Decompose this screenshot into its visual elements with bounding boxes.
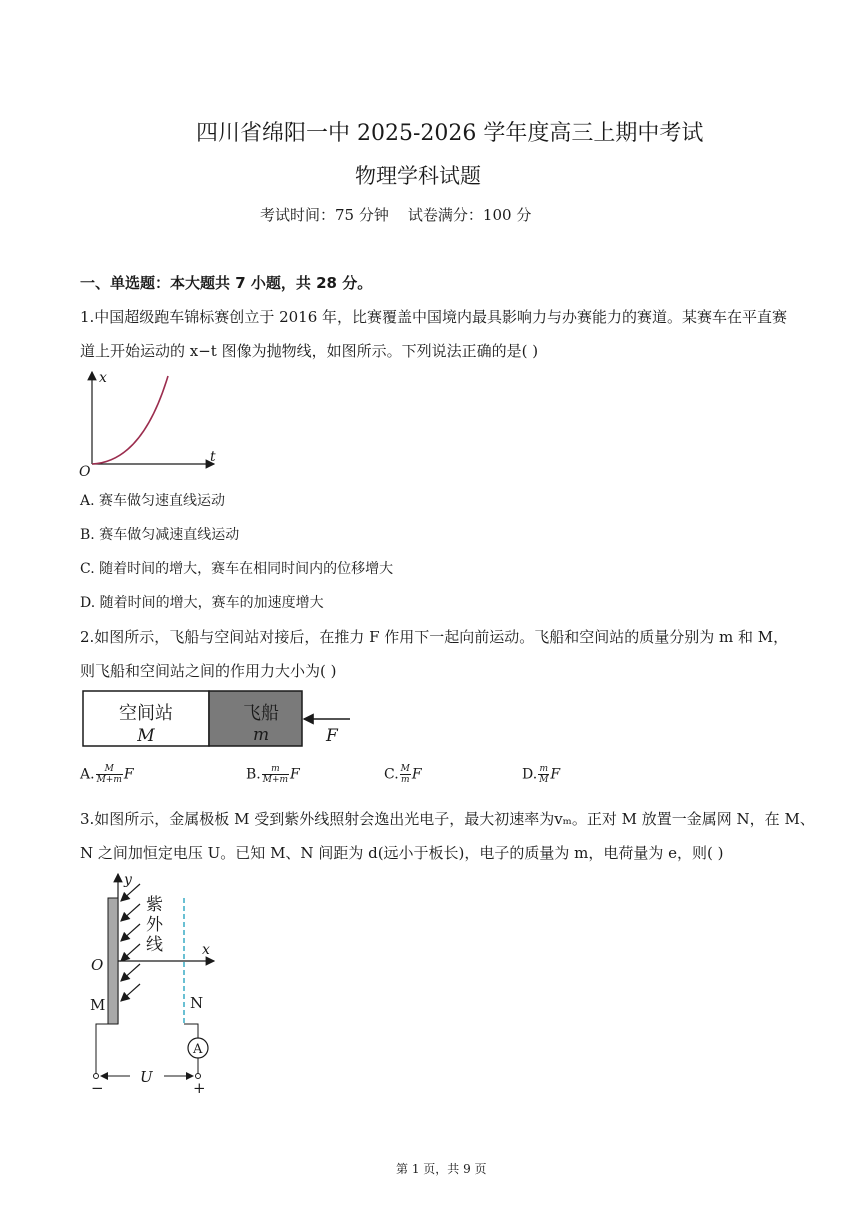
q1-text-line2: 道上开始运动的 x−t 图像为抛物线，如图所示。下列说法正确的是( ) [80, 342, 539, 360]
q3-uv-arrows [121, 884, 140, 1001]
q3-ammeter-label: A [193, 1042, 203, 1057]
q2-ship-label: 飞船 [243, 703, 279, 724]
q3-x-label: x [202, 942, 210, 958]
exam-title: 四川省绵阳一中 2025-2026 学年度高三上期中考试 [196, 121, 704, 146]
q2-docking-diagram [80, 688, 360, 752]
q2-station-label: 空间站 [119, 703, 173, 724]
q2-station-mass: M [137, 726, 155, 746]
q3-minus-sign: − [91, 1079, 104, 1096]
page-footer: 第 1 页，共 9 页 [396, 1162, 487, 1176]
q3-voltage-label: U [140, 1068, 153, 1086]
q3-terminal-right [196, 1074, 201, 1079]
q2-option-b[interactable]: B. $\frac{m}{M+m}$ F [246, 764, 300, 785]
q1-option-d[interactable]: D. 随着时间的增大，赛车的加速度增大 [80, 595, 324, 611]
q2-force-label: F [326, 726, 338, 746]
q3-text-line2: N 之间加恒定电压 U。已知 M、N 间距为 d(远小于板长)，电子的质量为 m，电荷量为 e，则( ) [80, 844, 724, 862]
q3-uv-char-3: 线 [146, 935, 163, 955]
section-heading: 一、单选题：本大题共 7 小题，共 28 分。 [80, 274, 373, 292]
q3-wire-left [96, 1024, 113, 1074]
q3-mesh-n-label: N [190, 994, 204, 1012]
q3-photoelectric-diagram [78, 868, 238, 1096]
q2-text-line2: 则飞船和空间站之间的作用力大小为( ) [80, 662, 337, 680]
q3-uv-char-1: 紫 [146, 895, 163, 915]
q1-parabola-curve [92, 376, 168, 464]
q2-text-line1: 2.如图所示，飞船与空间站对接后，在推力 F 作用下一起向前运动。飞船和空间站的质量分别为 m 和 M， [80, 628, 789, 646]
subject-title: 物理学科试题 [355, 164, 481, 188]
q1-graph-origin: O [79, 464, 91, 480]
q3-y-label: y [124, 872, 132, 888]
exam-info: 考试时间：75 分钟 试卷满分：100 分 [260, 206, 532, 224]
q3-wire-right [184, 1024, 198, 1038]
q1-option-a[interactable]: A. 赛车做匀速直线运动 [80, 493, 226, 509]
q3-text-line1: 3.如图所示，金属极板 M 受到紫外线照射会逸出光电子，最大初速率为vₘ。正对 M 放置一金属网 N，在 M、 [80, 810, 815, 828]
q3-plate-m-label: M [90, 996, 106, 1014]
q1-option-b[interactable]: B. 赛车做匀减速直线运动 [80, 527, 240, 543]
q1-graph-y-label: x [99, 370, 107, 386]
q2-ship-mass: m [252, 725, 270, 745]
q2-option-d[interactable]: D. $\frac{m}{M}$ F [522, 764, 561, 785]
q3-plate-m [108, 898, 118, 1024]
q1-text-line1: 1.中国超级跑车锦标赛创立于 2016 年，比赛覆盖中国境内最具影响力与办赛能力的赛道。某赛车在平直赛 [80, 308, 788, 326]
q1-graph-x-label: t [210, 449, 216, 465]
q1-option-c[interactable]: C. 随着时间的增大，赛车在相同时间内的位移增大 [80, 561, 394, 577]
q3-origin-label: O [91, 956, 104, 974]
q3-plus-sign: + [193, 1079, 206, 1096]
q2-option-c[interactable]: C. $\frac{M}{m}$ F [384, 764, 422, 785]
q3-uv-char-2: 外 [146, 915, 163, 935]
q2-option-a[interactable]: A. $\frac{M}{M+m}$ F [80, 764, 134, 785]
q1-xt-graph [72, 366, 232, 480]
q3-terminal-left [94, 1074, 99, 1079]
